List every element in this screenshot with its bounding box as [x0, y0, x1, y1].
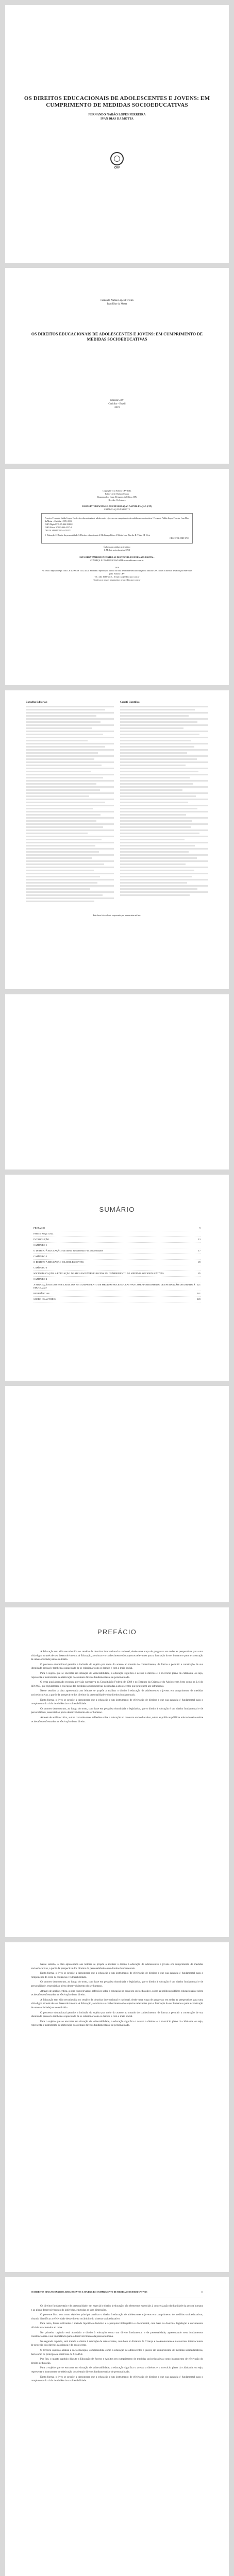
- title-page: [5, 268, 229, 464]
- preface-paragraph: A Educação tem sido reconhecida no cenário da doutrina internacional e nacional, desde uma etapa de progresso em todas as perspectivas para uma vida digna através de seu desenvolvimento. A Educação, a cultura e o conhecimento são aspectos relevantes para a formação do ser humano e para a construção de uma sociedade justa e solidária.: [31, 1650, 203, 1662]
- contact-2: Conheça os nossos lançamentos: www.editoracrv.com.br: [93, 579, 141, 581]
- toc-item[interactable]: SOBRE OS AUTORES 149: [34, 1297, 200, 1302]
- intro-paragraph: Por fim, o quarto capítulo discute a Educação de Jovens e Adultos em cumprimento de medidas socioeducativas como instrumento de efetivação do direito à educação.: [31, 2358, 203, 2365]
- preface-paragraph: Através de análise crítica, a obra traz relevantes reflexões sobre a educação no contexto socioeducativo, sobre as políticas públicas educacionais e sobre os desafios enfrentados na efetivação desse direito.: [31, 1989, 203, 1997]
- preface-paragraph: O processo educacional permite a inclusão do sujeito por meio do acesso ao mundo do conhecimento, de forma a permitir a construção de sua identidade pessoal e também a capacidade de se relacionar com os demais e com o meio social.: [31, 2011, 203, 2019]
- blank-page: [5, 994, 229, 1170]
- toc-item: CAPÍTULO 1: [34, 1243, 200, 1248]
- title-publisher: Editora CRV: [110, 399, 124, 402]
- intro-paragraph: Os direitos fundamentais e de personalidade, em especial o direito à educação, são elementos essenciais à concretização da dignidade da pessoa humana e ao pleno desenvolvimento do indivíduo, em todas as suas dimensões.: [31, 2304, 203, 2312]
- preface-body: [31, 1650, 203, 1724]
- toc-item: CAPÍTULO 4: [34, 1277, 200, 1282]
- publisher-logo-text: CRV: [114, 166, 120, 170]
- toc-list: [34, 1226, 200, 1302]
- preface-paragraph: Para o sujeito que se encontra em situação de vulnerabilidade, a educação significa o acesso a direitos e o exercício pleno da cidadania, ou seja, representa o instrumento de efetivação dos demais direitos fundamentais e de personalidade.: [31, 1671, 203, 1679]
- council-page: [5, 690, 229, 989]
- intro-paragraph: Para o sujeito que se encontra em situação de vulnerabilidade, a educação significa o acesso a direitos e o exercício pleno da cidadania, ou seja, representa o instrumento de efetivação dos demais direitos fundamentais e de personalidade.: [31, 2366, 203, 2374]
- preface-paragraph: Nesse sentido, a obra apresentada aos leitores se propõe a analisar o direito à educação de adolescentes e jovens em cumprimento de medidas socioeducativas, a partir da perspectiva dos direitos da personalidade e dos direitos fundamentais.: [31, 1689, 203, 1697]
- preface-paragraph: Através de análise crítica, a obra traz relevantes reflexões sobre a educação no contexto socioeducativo, sobre as políticas públicas educacionais e sobre os desafios enfrentados na efetivação desse direito.: [31, 1716, 203, 1723]
- intro-paragraph: Desta forma, o livro se propõe a demonstrar que a educação é um instrumento de efetivação de direitos e que sua garantia é fundamental para o rompimento do ciclo de violência e vulnerabilidade.: [31, 2375, 203, 2383]
- digital-notice-2: CONHEÇA E COMPRE NOSSO SITE: www.editoracrv.com.br: [90, 559, 144, 562]
- isbn-fisico: ISBN Físico 978-85-444-3527-1: [45, 526, 72, 529]
- cover-author-1: FERNANDO NABÃO LOPES FERREIRA: [88, 113, 146, 116]
- page-number: 11: [201, 2291, 203, 2293]
- isbn-digital: ISBN Digital 978-85-444-3528-8: [45, 523, 73, 526]
- copyright-line-4: Revisão: Os Autores: [108, 499, 126, 501]
- toc-title: SUMÁRIO: [99, 1206, 135, 1213]
- toc-item[interactable]: INTRODUÇÃO 13: [34, 1237, 200, 1243]
- cip-title: DADOS INTERNACIONAIS DE CATALOGAÇÃO NA PUBLICAÇÃO (CIP): [82, 505, 152, 507]
- blank-page-2: [5, 1386, 229, 1602]
- intro-paragraph: No primeiro capítulo será abordado o direito à educação como um direito fundamental e de personalidade, apresentando seus fundamentos constitucionais e sua importância para o desenvolvimento da pessoa humana.: [31, 2331, 203, 2338]
- intro-page: [5, 2277, 229, 2576]
- copyright-line-2: Editor-chefe: Railson Moura: [105, 493, 129, 495]
- toc-page: [5, 1175, 229, 1381]
- preface-body-2: [31, 1963, 203, 2028]
- subjects: 1. Educação 2. Direito da personalidade 3. Direitos educacionais 4. Medidas políticas I. Motta, Ivan Dias da. II. Título III. Série: [45, 534, 151, 536]
- toc-item[interactable]: PREFÁCIO 9: [34, 1226, 200, 1231]
- council-footer: Este livro foi avaliado e aprovado por pareceristas ad hoc.: [93, 914, 141, 917]
- preface-page-2: [5, 1942, 229, 2272]
- doi: DOI 10.24824/978854443527.1: [45, 529, 72, 532]
- preface-paragraph: A Educação tem sido reconhecida no cenário da doutrina internacional e nacional, desde uma etapa de progresso em todas as perspectivas para uma vida digna através de seu desenvolvimento. A Educação, a cultura e o conhecimento são aspectos relevantes para a formação do ser humano e para a construção de uma sociedade justa e solidária.: [31, 1998, 203, 2009]
- running-header: OS DIREITOS EDUCACIONAIS DE ADOLESCENTES E JOVENS: EM CUMPRIMENTO DE MEDIDAS SOCIOEDUCATIVAS: [31, 2291, 147, 2293]
- toc-item[interactable]: A EDUCAÇÃO DE JOVENS E ADULTOS EM CUMPRIMENTO DE MEDIDAS SOCIOEDUCATIVAS COMO INSTRUMENTO DE EFETIVAÇÃO DO DIREITO À EDUCAÇÃO 121: [34, 1282, 200, 1291]
- contact: Tel.: (41) 3039-6418 – E-mail: sac@editoracrv.com.br: [94, 575, 140, 578]
- cover-author-2: IVAN DIAS DA MOTTA: [101, 117, 133, 121]
- cover-page: [5, 5, 229, 263]
- digital-notice: ESTA OBRA TAMBÉM ENCONTRA-SE DISPONÍVEL EM FORMATO DIGITAL.: [79, 556, 155, 558]
- toc-item: Fabrício Veiga Costa: [34, 1231, 200, 1237]
- intro-body: [31, 2304, 203, 2383]
- classification: CDU 37.01 CDD 370.1: [170, 537, 189, 539]
- toc-item[interactable]: REFERÊNCIAS 141: [34, 1291, 200, 1297]
- preface-paragraph: Nesse sentido, a obra apresentada aos leitores se propõe a analisar o direito à educação de adolescentes e jovens em cumprimento de medidas socioeducativas, a partir da perspectiva dos direitos da personalidade e dos direitos fundamentais.: [31, 1963, 203, 1970]
- copyright-line-3: Diagramação e Capa: Designers da Editora CRV: [97, 496, 137, 498]
- publisher-logo-icon: [110, 152, 124, 165]
- preface-paragraph: O processo educacional permite a inclusão do sujeito por meio do acesso ao mundo do conhecimento, de forma a permitir a construção de sua identidade pessoal e também a capacidade de se relacionar com os demais e com o meio social.: [31, 1663, 203, 1670]
- council-list-left: [26, 706, 114, 902]
- preface-paragraph: Os autores demonstram, ao longo do texto, com base em pesquisa doutrinária e legislativa, que o direito à educação é um direito fundamental e de personalidade, essencial ao pleno desenvolvimento do ser humano.: [31, 1980, 203, 1988]
- title-author-1: Fernando Nabão Lopes Ferreira: [101, 299, 133, 302]
- council-title-left: Conselho Editorial:: [26, 701, 47, 704]
- toc-item[interactable]: O DIREITO À EDUCAÇÃO DE ADOLESCENTES 49: [34, 1260, 200, 1265]
- cip-body: Ferreira, Fernando Nabão Lopes. Os direitos educacionais de adolescentes e jovens: em cumprimento de medidas socioeducativas / Fernando Nabão Lopes Ferreira, Ivan Dias da Motta – Curitiba : CRV, 2019.: [45, 517, 189, 522]
- title-author-2: Ivan Dias da Motta: [107, 303, 127, 306]
- preface-paragraph: O tema aqui abordado encontra previsão normativa na Constituição Federal de 1988 e no Estatuto da Criança e do Adolescente, bem como na Lei do SINASE, que regulamenta a execução das medidas socioeducativas destinadas a adolescentes que pratiquem ato infracional.: [31, 1681, 203, 1688]
- preface-title: PREFÁCIO: [97, 1628, 137, 1636]
- title-page-title: OS DIREITOS EDUCACIONAIS DE ADOLESCENTES E JOVENS: EM CUMPRIMENTO DE MEDIDAS SOCIOEDUCATIVAS: [31, 332, 203, 342]
- index-title: Índice para catálogo sistemático: [104, 546, 130, 548]
- cover-title: OS DIREITOS EDUCACIONAIS DE ADOLESCENTES E JOVENS: EM CUMPRIMENTO DE MEDIDAS SOCIOEDUCATIVAS: [24, 95, 210, 108]
- toc-item[interactable]: O DIREITO À EDUCAÇÃO: um direito fundamental e de personalidade 17: [34, 1248, 200, 1254]
- intro-paragraph: O presente livro tem como objetivo principal analisar o direito à educação de adolescentes e jovens em cumprimento de medidas socioeducativas, visando identificar a efetividade desse direito no âmbito do sistema socioeducativo.: [31, 2313, 203, 2320]
- rights-text: Foi feito o depósito legal conf. Lei 10.994 de 14/12/2004. Proibida a reprodução parcial ou total desta obra sem autorização da Editora CRV. Todos os direitos desta edição reservados pela: Editora CRV: [42, 569, 192, 575]
- council-list-right: [120, 706, 208, 896]
- intro-paragraph: O terceiro capítulo analisa a socioeducação, compreendida como a educação de adolescentes e jovens em cumprimento de medidas socioeducativas, bem como os princípios e diretrizes do SINASE.: [31, 2348, 203, 2356]
- toc-item: CAPÍTULO 3: [34, 1265, 200, 1271]
- index-item: 1. Medida socioeducativa 370.1: [104, 549, 130, 551]
- preface-page: [5, 1607, 229, 1937]
- title-city: Curitiba – Brasil: [108, 403, 126, 405]
- title-year: 2019: [114, 406, 120, 409]
- copyright-line-1: Copyright © da Editora CRV Ltda.: [103, 489, 131, 492]
- toc-item[interactable]: SOCIOEDUCAÇÃO: A EDUCAÇÃO DE ADOLESCENTES E JOVENS EM CUMPRIMENTO DE MEDIDAS SOCIOEDUCATIVAS 85: [34, 1271, 200, 1277]
- preface-paragraph: Desta forma, o livro se propõe a demonstrar que a educação é um instrumento de efetivação de direitos e que sua garantia é fundamental para o rompimento do ciclo de violência e vulnerabilidade.: [31, 1698, 203, 1706]
- cip-subtitle: CATALOGAÇÃO NA FONTE: [104, 508, 130, 511]
- rights-year: 2019: [115, 566, 119, 569]
- cip-box: [41, 513, 193, 544]
- council-title-right: Comitê Científico:: [120, 701, 141, 704]
- preface-paragraph: Desta forma, o livro se propõe a demonstrar que a educação é um instrumento de efetivação de direitos e que sua garantia é fundamental para o rompimento do ciclo de violência e vulnerabilidade.: [31, 1972, 203, 1979]
- toc-item: CAPÍTULO 2: [34, 1254, 200, 1260]
- intro-paragraph: No segundo capítulo, será tratado o direito à educação de adolescentes, com base no Estatuto da Criança e do Adolescente e nas normas internacionais de proteção dos direitos da criança e do adolescente.: [31, 2340, 203, 2347]
- preface-paragraph: Os autores demonstram, ao longo do texto, com base em pesquisa doutrinária e legislativa, que o direito à educação é um direito fundamental e de personalidade, essencial ao pleno desenvolvimento do ser humano.: [31, 1707, 203, 1715]
- copyright-page: [5, 469, 229, 685]
- intro-paragraph: Para tanto, foram utilizados o método hipotético-dedutivo e a pesquisa bibliográfica e documental, com base na doutrina, legislação e documentos oficiais relacionados ao tema.: [31, 2322, 203, 2329]
- preface-paragraph: Para o sujeito que se encontra em situação de vulnerabilidade, a educação significa o acesso a direitos e o exercício pleno da cidadania, ou seja, representa o instrumento de efetivação dos demais direitos fundamentais e de personalidade.: [31, 2020, 203, 2027]
